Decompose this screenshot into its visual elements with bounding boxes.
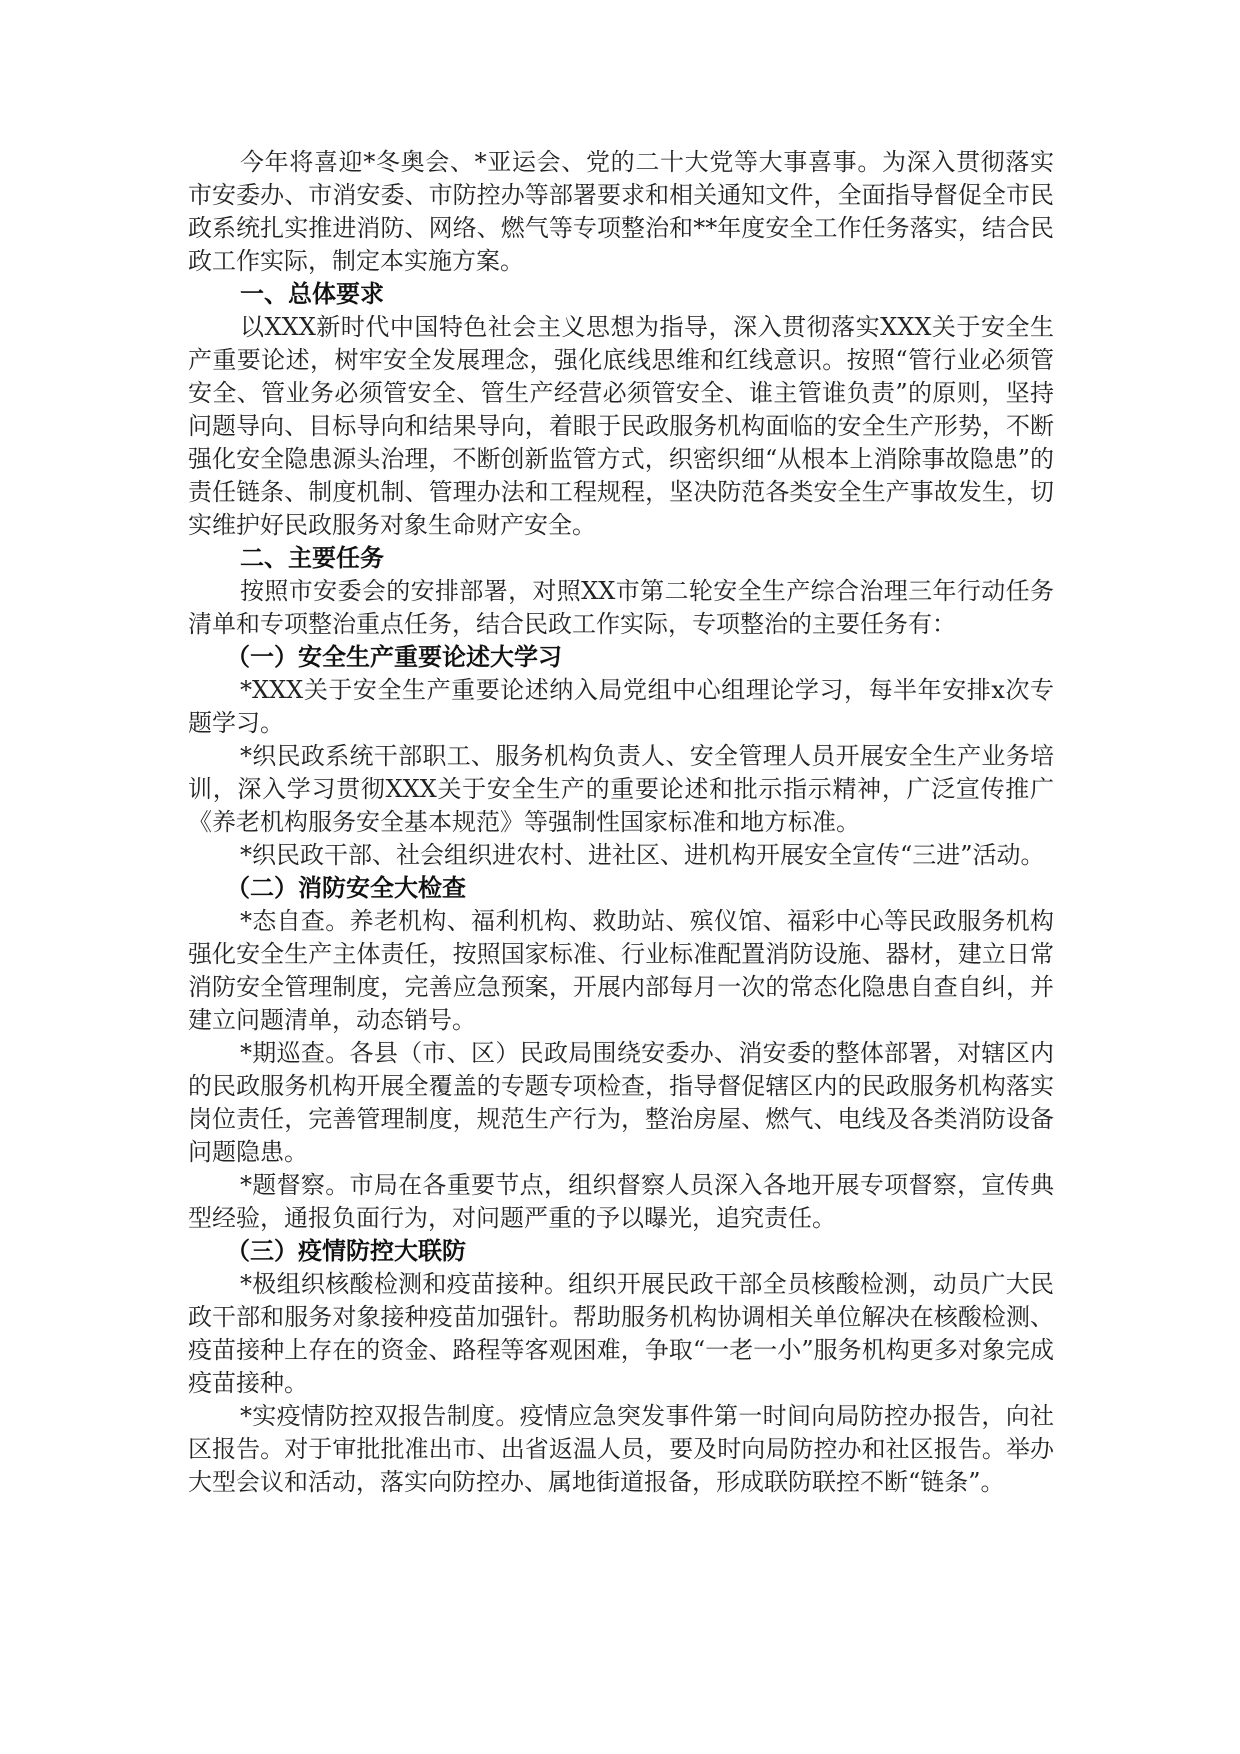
list-paragraph: *极组织核酸检测和疫苗接种。组织开展民政干部全员核酸检测，动员广大民政干部和服务对象接种疫苗加强针。帮助服务机构协调相关单位解决在核酸检测、疫苗接种上存在的资金、路程等客观困难，争取“一老一小”服务机构更多对象完成疫苗接种。 [188, 1270, 1054, 1397]
list-paragraph: *期巡查。各县（市、区）民政局围绕安委办、消安委的整体部署，对辖区内的民政服务机构开展全覆盖的专题专项检查，指导督促辖区内的民政服务机构落实岗位责任，完善管理制度，规范生产行为，整治房屋、燃气、电线及各类消防设备问题隐患。 [188, 1039, 1054, 1166]
list-paragraph: *XXX关于安全生产重要论述纳入局党组中心组理论学习，每半年安排x次专题学习。 [188, 676, 1054, 737]
document-page [188, 146, 1054, 1499]
list-paragraph: *织民政系统干部职工、服务机构负责人、安全管理人员开展安全生产业务培训，深入学习贯彻XXX关于安全生产的重要论述和批示指示精神，广泛宣传推广《养老机构服务安全基本规范》等强制性国家标准和地方标准。 [188, 742, 1054, 836]
list-paragraph: *态自查。养老机构、福利机构、救助站、殡仪馆、福彩中心等民政服务机构强化安全生产主体责任，按照国家标准、行业标准配置消防设施、器材，建立日常消防安全管理制度，完善应急预案，开展内部每月一次的常态化隐患自查自纠，并建立问题清单，动态销号。 [188, 907, 1054, 1034]
section-paragraph: 按照市安委会的安排部署，对照XX市第二轮安全生产综合治理三年行动任务清单和专项整治重点任务，结合民政工作实际，专项整治的主要任务有： [188, 577, 1054, 638]
section-heading-overall-requirements: 一、总体要求 [240, 280, 384, 308]
list-paragraph: *题督察。市局在各重要节点，组织督察人员深入各地开展专项督察，宣传典型经验，通报负面行为，对问题严重的予以曝光，追究责任。 [188, 1171, 1054, 1232]
section-heading-main-tasks: 二、主要任务 [240, 544, 384, 572]
intro-paragraph: 今年将喜迎*冬奥会、*亚运会、党的二十大党等大事喜事。为深入贯彻落实市安委办、市消安委、市防控办等部署要求和相关通知文件，全面指导督促全市民政系统扎实推进消防、网络、燃气等专项整治和**年度安全工作任务落实，结合民政工作实际，制定本实施方案。 [188, 148, 1054, 275]
subsection-heading-study: （一）安全生产重要论述大学习 [226, 643, 562, 671]
section-paragraph: 以XXX新时代中国特色社会主义思想为指导，深入贯彻落实XXX关于安全生产重要论述，树牢安全发展理念，强化底线思维和红线意识。按照“管行业必须管安全、管业务必须管安全、管生产经营必须管安全、谁主管谁负责”的原则，坚持问题导向、目标导向和结果导向，着眼于民政服务机构面临的安全生产形势，不断强化安全隐患源头治理，不断创新监管方式，织密织细“从根本上消除事故隐患”的责任链条、制度机制、管理办法和工程规程，坚决防范各类安全生产事故发生，切实维护好民政服务对象生命财产安全。 [188, 313, 1054, 539]
subsection-heading-epidemic-prevention: （三）疫情防控大联防 [226, 1237, 466, 1265]
list-paragraph: *实疫情防控双报告制度。疫情应急突发事件第一时间向局防控办报告，向社区报告。对于审批批准出市、出省返温人员，要及时向局防控办和社区报告。举办大型会议和活动，落实向防控办、属地街道报备，形成联防联控不断“链条”。 [188, 1402, 1054, 1496]
subsection-heading-fire-inspection: （二）消防安全大检查 [226, 874, 466, 902]
list-paragraph: *织民政干部、社会组织进农村、进社区、进机构开展安全宣传“三进”活动。 [240, 841, 1045, 869]
